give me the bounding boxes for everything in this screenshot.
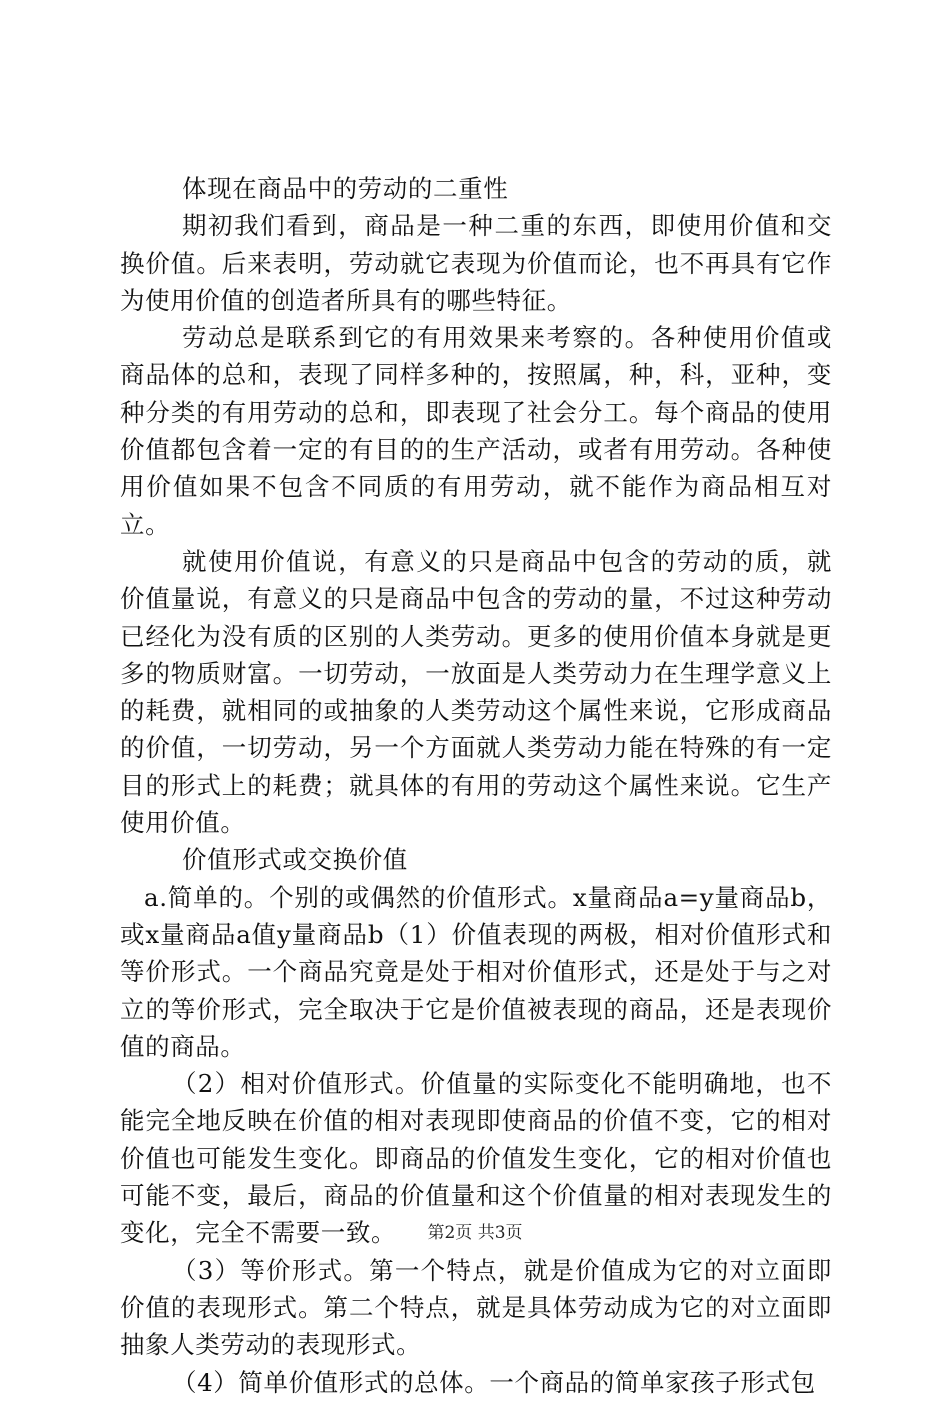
paragraph-6: （3）等价形式。第一个特点，就是价值成为它的对立面即价值的表现形式。第二个特点，就是具体劳动成为它的对立面即抽象人类劳动的表现形式。 — [120, 1255, 832, 1360]
section-heading-dual-labor: 体现在商品中的劳动的二重性 — [182, 174, 509, 203]
page-number-footer: 第2页 共3页 — [427, 1223, 523, 1243]
paragraph-4: a.简单的。个别的或偶然的价值形式。x量商品a=y量商品b，或x量商品a值y量商品b（1）价值表现的两极，相对价值形式和等价形式。一个商品究竟是处于相对价值形式，还是处于与之对立的等价形式，完全取决于它是价值被表现的商品，还是表现价值的商品。 — [120, 882, 832, 1061]
paragraph-2: 劳动总是联系到它的有用效果来考察的。各种使用价值或商品体的总和，表现了同样多种的，按照属，种，科，亚种，变种分类的有用劳动的总和，即表现了社会分工。每个商品的使用价值都包含着一定的有目的的生产活动，或者有用劳动。各种使用价值如果不包含不同质的有用劳动，就不能作为商品相互对立。 — [120, 323, 832, 539]
document-body — [120, 170, 832, 1401]
paragraph-7: （4）简单价值形式的总体。一个商品的简单家孩子形式包 — [172, 1367, 816, 1397]
section-heading-value-form: 价值形式或交换价值 — [182, 845, 408, 875]
paragraph-5: （2）相对价值形式。价值量的实际变化不能明确地，也不能完全地反映在价值的相对表现即使商品的价值不变，它的相对价值也可能发生变化。即商品的价值发生变化，它的相对价值也可能不变，最后，商品的价值量和这个价值量的相对表现发生的变化，完全不需要一致。 — [120, 1069, 832, 1248]
paragraph-1: 期初我们看到，商品是一种二重的东西，即使用价值和交换价值。后来表明，劳动就它表现为价值而论，也不再具有它作为使用价值的创造者所具有的哪些特征。 — [120, 211, 832, 315]
paragraph-3: 就使用价值说，有意义的只是商品中包含的劳动的质，就价值量说，有意义的只是商品中包含的劳动的量，不过这种劳动已经化为没有质的区别的人类劳动。更多的使用价值本身就是更多的物质财富。一切劳动，一放面是人类劳动力在生理学意义上的耗费，就相同的或抽象的人类劳动这个属性来说，它形成商品的价值，一切劳动，另一个方面就人类劳动力能在特殊的有一定目的形式上的耗费；就具体的有用的劳动这个属性来说。它生产使用价值。 — [120, 546, 832, 838]
